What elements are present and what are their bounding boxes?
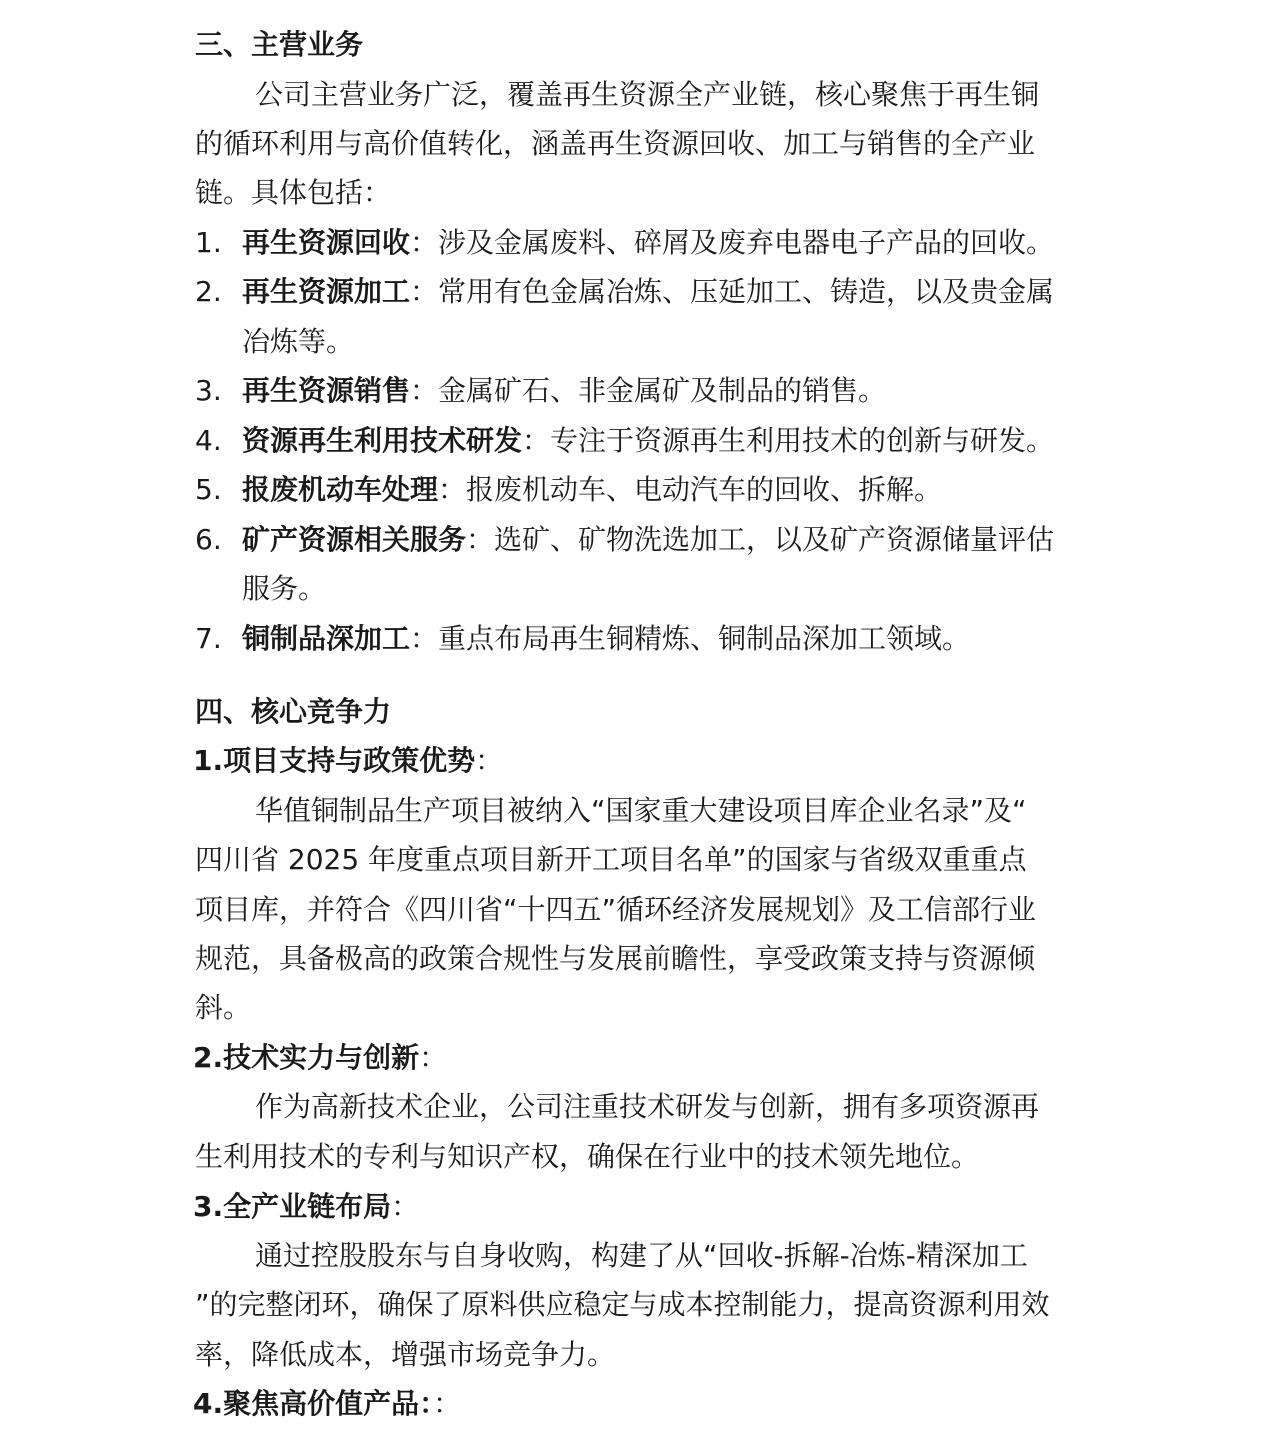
subsection-title: 2.技术实力与创新 — [193, 1041, 420, 1074]
paragraph-line: 作为高新技术企业，公司注重技术研发与创新，拥有多项资源再 — [255, 1090, 1040, 1123]
list-item-text: ：重点布局再生铜精炼、铜制品深加工领域。 — [410, 622, 971, 655]
paragraph-line: 公司主营业务广泛，覆盖再生资源全产业链，核心聚焦于再生铜 — [255, 78, 1040, 111]
list-item-text: ：报废机动车、电动汽车的回收、拆解。 — [438, 473, 943, 506]
subsection-colon: ： — [419, 1041, 448, 1074]
paragraph-line: 的循环利用与高价值转化，涵盖再生资源回收、加工与销售的全产业 — [195, 127, 1036, 160]
list-item — [195, 373, 886, 409]
list-item-text: ：专注于资源再生利用技术的创新与研发。 — [522, 424, 1055, 457]
list-item — [195, 621, 970, 657]
subsection-heading — [193, 1040, 447, 1076]
paragraph-line: 链。具体包括： — [195, 176, 392, 209]
list-item-title: 铜制品深加工 — [242, 622, 411, 655]
paragraph-line: ”的完整闭环，确保了原料供应稳定与成本控制能力，提高资源利用效 — [195, 1288, 1050, 1321]
paragraph-line: 项目库，并符合《四川省“十四五”循环经济发展规划》及工信部行业 — [195, 893, 1037, 926]
list-number: 5. — [195, 473, 222, 506]
section-heading-main-business: 三、主营业务 — [195, 28, 364, 61]
paragraph-line: 斜。 — [195, 991, 252, 1024]
paragraph-line: 规范，具备极高的政策合规性与发展前瞻性，享受政策支持与资源倾 — [195, 942, 1036, 975]
paragraph-line: 华值铜制品生产项目被纳入“国家重大建设项目库企业名录”及“ — [255, 794, 1027, 827]
list-item-continuation: 冶炼等。 — [242, 325, 355, 358]
list-item-title: 再生资源加工 — [242, 275, 411, 308]
subsection-colon: ： — [475, 744, 504, 777]
list-item — [195, 522, 1054, 558]
list-item-title: 矿产资源相关服务 — [242, 523, 467, 556]
list-number: 3. — [195, 374, 222, 407]
list-item-title: 再生资源回收 — [242, 226, 411, 259]
list-item-continuation: 服务。 — [242, 572, 327, 605]
subsection-heading — [193, 743, 503, 779]
subsection-title: 4.聚焦高价值产品： — [193, 1387, 434, 1420]
paragraph-line: 四川省 2025 年度重点项目新开工项目名单”的国家与省级双重重点 — [195, 843, 1027, 876]
list-item-text: ：常用有色金属冶炼、压延加工、铸造，以及贵金属 — [410, 275, 1055, 308]
list-number: 6. — [195, 523, 222, 556]
paragraph-line: 生利用技术的专利与知识产权，确保在行业中的技术领先地位。 — [195, 1140, 980, 1173]
list-number: 1. — [195, 226, 222, 259]
list-item-text: ：涉及金属废料、碎屑及废弃电器电子产品的回收。 — [410, 226, 1055, 259]
list-number: 2. — [195, 275, 222, 308]
paragraph-line: 通过控股股东与自身收购，构建了从“回收-拆解-冶炼-精深加工 — [255, 1239, 1028, 1272]
subsection-heading — [193, 1189, 419, 1225]
subsection-title: 1.项目支持与政策优势 — [193, 744, 476, 777]
list-number: 4. — [195, 424, 222, 457]
list-item-title: 再生资源销售 — [242, 374, 411, 407]
list-item-title: 资源再生利用技术研发 — [242, 424, 523, 457]
list-item-title: 报废机动车处理 — [242, 473, 439, 506]
list-number: 7. — [195, 622, 222, 655]
paragraph-line: 率，降低成本，增强市场竞争力。 — [195, 1338, 616, 1371]
list-item — [195, 423, 1054, 459]
list-item — [195, 274, 1054, 310]
list-item — [195, 472, 942, 508]
subsection-heading — [193, 1386, 461, 1422]
section-heading-core-competitiveness: 四、核心竞争力 — [195, 695, 392, 728]
list-item-text: ：金属矿石、非金属矿及制品的销售。 — [410, 374, 887, 407]
list-item-text: ：选矿、矿物洗选加工，以及矿产资源储量评估 — [466, 523, 1055, 556]
subsection-title: 3.全产业链布局 — [193, 1190, 392, 1223]
list-item — [195, 225, 1054, 261]
subsection-colon: ： — [391, 1190, 420, 1223]
subsection-colon: ： — [433, 1387, 462, 1420]
